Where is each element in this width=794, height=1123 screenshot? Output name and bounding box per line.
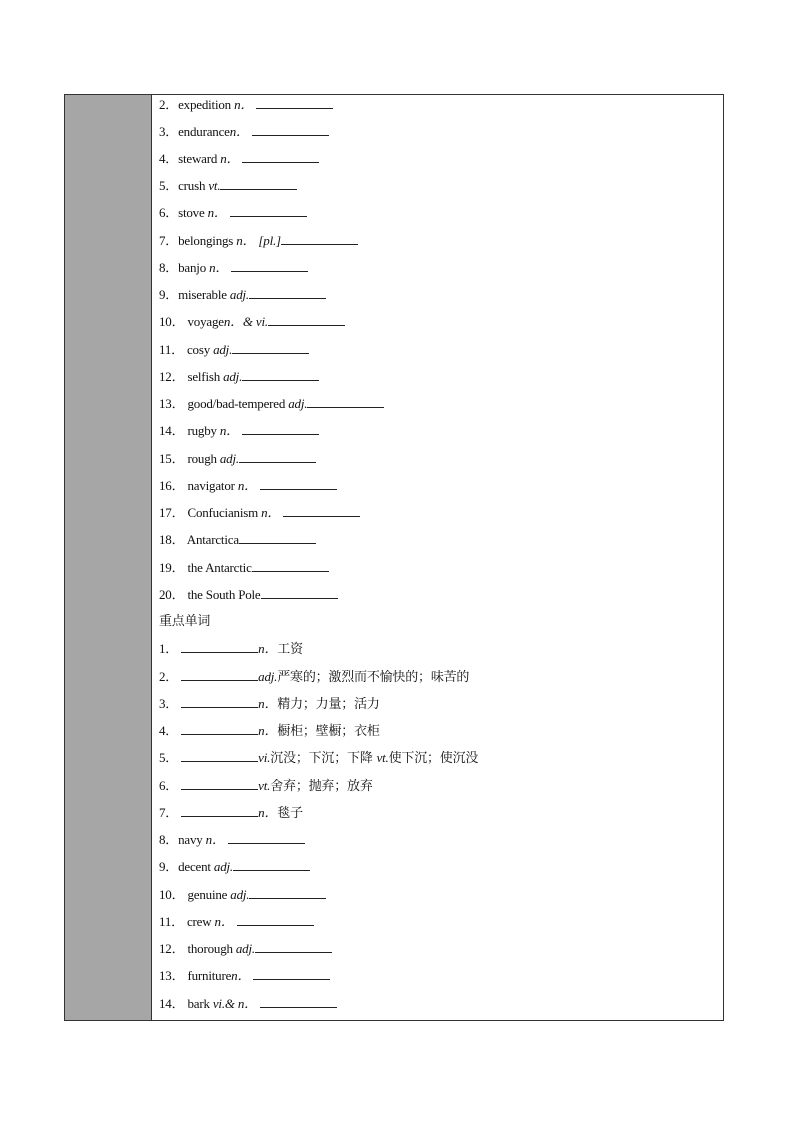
list-item: 12． thorough adj. <box>159 939 332 959</box>
answer-blank[interactable] <box>268 312 345 326</box>
answer-blank[interactable] <box>252 122 329 136</box>
answer-blank[interactable] <box>181 776 258 790</box>
list-item: 15． rough adj. <box>159 449 316 469</box>
answer-blank[interactable] <box>283 503 360 517</box>
answer-blank[interactable] <box>237 912 314 926</box>
answer-blank[interactable] <box>232 340 309 354</box>
list-item: 10． genuine adj. <box>159 885 326 905</box>
answer-blank[interactable] <box>181 667 258 681</box>
list-item: 7．belongings n． [pl.] <box>159 231 358 251</box>
list-item: 17． Confucianism n． <box>159 503 360 523</box>
answer-blank[interactable] <box>249 885 326 899</box>
answer-blank[interactable] <box>181 721 258 735</box>
list-item: 6． vt.舍弃；抛弃；放弃 <box>159 778 373 794</box>
list-item: 14． bark vi.& n． <box>159 994 337 1014</box>
answer-blank[interactable] <box>181 694 258 708</box>
answer-blank[interactable] <box>260 994 337 1008</box>
list-item: 1． n．工资 <box>159 641 303 657</box>
list-item: 12． selfish adj. <box>159 367 319 387</box>
list-item: 11． cosy adj. <box>159 340 309 360</box>
answer-blank[interactable] <box>249 285 326 299</box>
list-item: 18． Antarctica <box>159 530 316 550</box>
list-item: 14． rugby n． <box>159 421 319 441</box>
answer-blank[interactable] <box>231 258 308 272</box>
list-item: 13． furnituren． <box>159 966 330 986</box>
answer-blank[interactable] <box>239 449 316 463</box>
list-item: 10． voyagen．& vi. <box>159 312 345 332</box>
list-item: 4． n．橱柜；壁橱；衣柜 <box>159 723 380 739</box>
list-item: 8．banjo n． <box>159 258 308 278</box>
answer-blank[interactable] <box>242 149 319 163</box>
list-item: 9．miserable adj. <box>159 285 326 305</box>
list-item: 8．navy n． <box>159 830 305 850</box>
answer-blank[interactable] <box>281 231 358 245</box>
answer-blank[interactable] <box>252 558 329 572</box>
list-item: 16． navigator n． <box>159 476 337 496</box>
answer-blank[interactable] <box>260 476 337 490</box>
list-item: 19． the Antarctic <box>159 558 329 578</box>
list-item: 9．decent adj. <box>159 857 310 877</box>
list-item: 2． adj.严寒的；激烈而不愉快的；味苦的 <box>159 669 470 685</box>
list-item: 20． the South Pole <box>159 585 338 605</box>
section-heading: 重点单词 <box>159 614 211 629</box>
answer-blank[interactable] <box>220 176 297 190</box>
answer-blank[interactable] <box>242 421 319 435</box>
list-item: 13． good/bad-tempered adj. <box>159 394 384 414</box>
list-item: 2．expedition n． <box>159 95 333 115</box>
answer-blank[interactable] <box>239 530 316 544</box>
gray-side-column <box>65 95 152 1020</box>
answer-blank[interactable] <box>233 857 310 871</box>
answer-blank[interactable] <box>255 939 332 953</box>
answer-blank[interactable] <box>307 394 384 408</box>
list-item: 7． n．毯子 <box>159 805 303 821</box>
answer-blank[interactable] <box>228 830 305 844</box>
vocabulary-table <box>64 94 724 1021</box>
vocabulary-list <box>152 95 723 1020</box>
list-item: 4．steward n． <box>159 149 319 169</box>
answer-blank[interactable] <box>230 203 307 217</box>
list-item: 3． n．精力；力量；活力 <box>159 696 380 712</box>
list-item: 6．stove n． <box>159 203 307 223</box>
answer-blank[interactable] <box>261 585 338 599</box>
list-item: 3．endurancen． <box>159 122 329 142</box>
answer-blank[interactable] <box>242 367 319 381</box>
answer-blank[interactable] <box>181 748 258 762</box>
answer-blank[interactable] <box>256 95 333 109</box>
answer-blank[interactable] <box>181 639 258 653</box>
answer-blank[interactable] <box>253 966 330 980</box>
list-item: 5． vi.沉没；下沉；下降 vt.使下沉；使沉没 <box>159 750 479 766</box>
list-item: 5．crush vt. <box>159 176 297 196</box>
answer-blank[interactable] <box>181 803 258 817</box>
list-item: 11． crew n． <box>159 912 314 932</box>
